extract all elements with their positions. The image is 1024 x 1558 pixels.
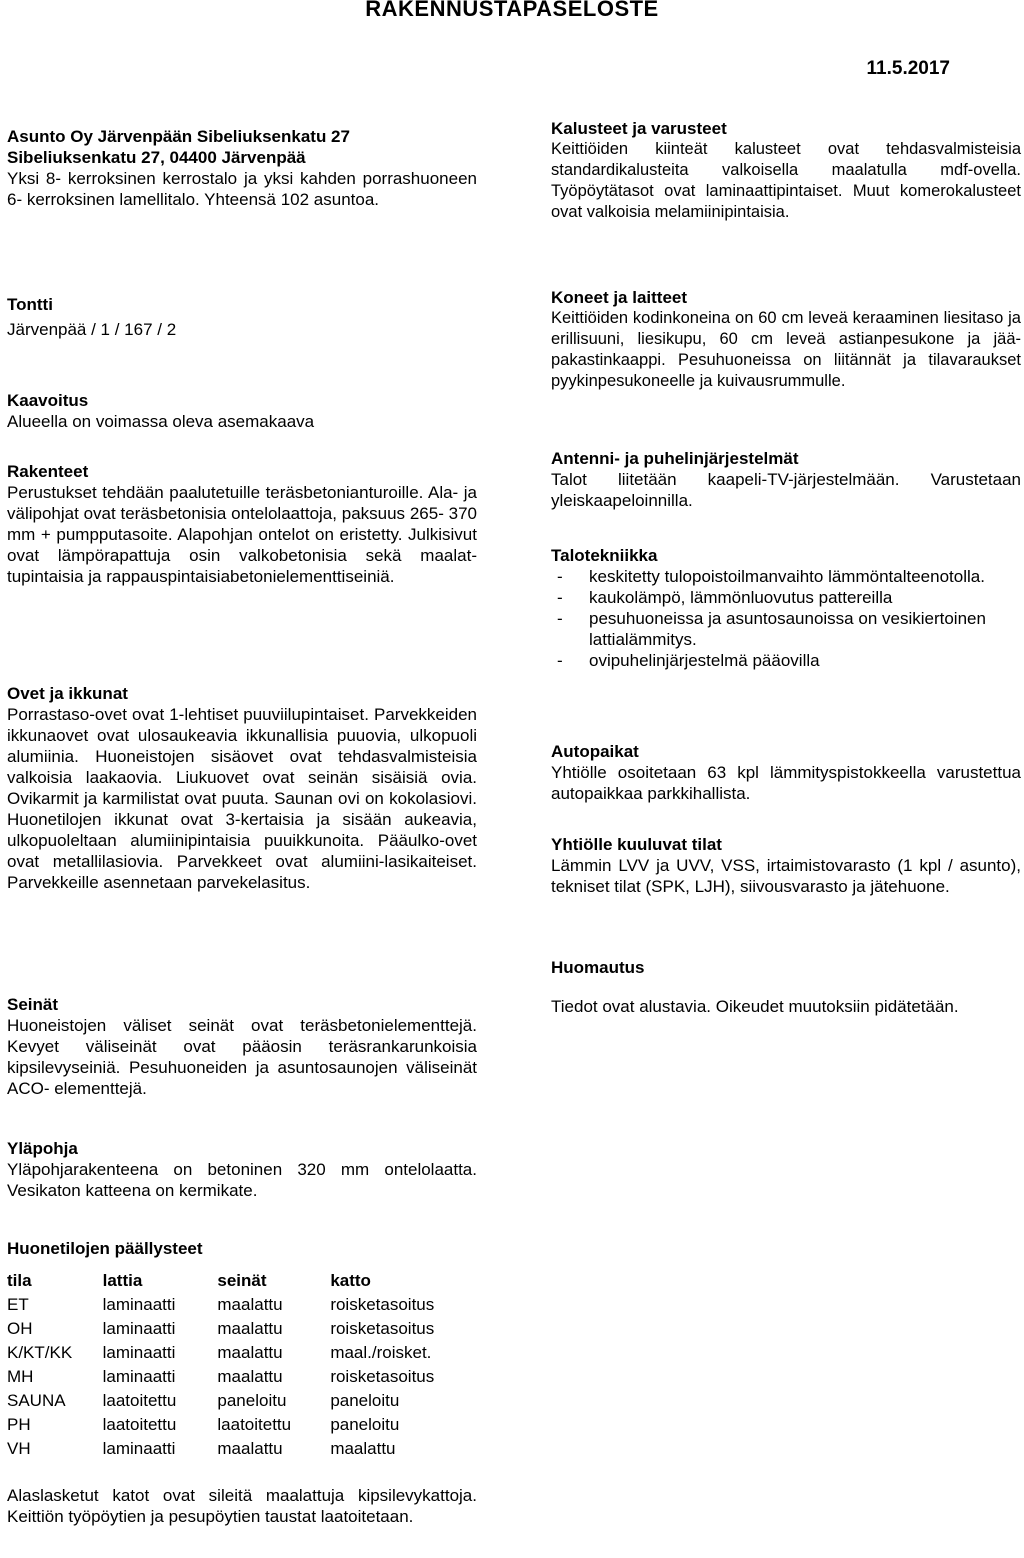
section-text: Alueella on voimassa oleva asemakaava	[7, 412, 315, 431]
table-cell: OH	[7, 1319, 33, 1338]
section-heading: Kalusteet ja varusteet	[551, 119, 727, 138]
column-header: seinät	[217, 1271, 267, 1290]
table-cell: paneloitu	[330, 1391, 400, 1410]
koneet-section	[551, 287, 1021, 392]
section-heading: Tontti	[7, 295, 53, 314]
table-header-row	[7, 1269, 477, 1293]
finishes-table	[7, 1269, 477, 1461]
table-row	[7, 1437, 477, 1461]
section-heading: Seinät	[7, 995, 59, 1014]
table-row	[7, 1365, 477, 1389]
section-text: Järvenpää / 1 / 167 / 2	[7, 320, 177, 339]
column-header: tila	[7, 1271, 32, 1290]
column-header: katto	[330, 1271, 371, 1290]
table-cell: maalattu	[330, 1439, 396, 1458]
table-cell: maalattu	[217, 1295, 283, 1314]
antenni-section	[551, 448, 1021, 511]
section-text: Yläpohjarakenteena on betoninen 320 mm ontelolaatta. Vesikaton katteena on kermikate.	[7, 1160, 477, 1200]
table-cell: maalattu	[217, 1319, 283, 1338]
tilat-section	[551, 834, 1021, 897]
section-text: Huoneistojen väliset seinät ovat teräsbetonielementtejä. Kevyet väliseinät ovat pääosin teräsrankarunkoisia kipsilevyseiniä. Pesuhuoneiden ja asuntosaunojen väliseinät ACO- elementtejä.	[7, 1016, 477, 1098]
finishes-note: Alaslasketut katot ovat sileitä maalattuja kipsilevykattoja. Keittiön työpöytien ja pesupöytien taustat laatoitetaan.	[7, 1486, 477, 1526]
list-item: - ovipuhelinjärjestelmä pääovilla	[551, 650, 1021, 671]
section-text: Lämmin LVV ja UVV, VSS, irtaimistovarasto (1 kpl / asunto), tekniset tilat (SPK, LJH), siivousvarasto ja jätehuone.	[551, 856, 1021, 896]
section-text: Keittiöiden kodinkoneina on 60 cm leveä keraaminen liesitaso ja erillisuuni, liesikupu, 60 cm leveä astianpesukone ja jää-pakastinkaappi. Pesuhuoneissa on liitännät ja tilavaraukset pyykinpesukoneelle ja kuivausrummulle.	[551, 309, 1021, 390]
company-address: Sibeliuksenkatu 27, 04400 Järvenpää	[7, 148, 306, 167]
section-heading: Yläpohja	[7, 1139, 78, 1158]
table-cell: VH	[7, 1439, 31, 1458]
section-heading: Autopaikat	[551, 742, 639, 761]
autopaikat-section	[551, 741, 1021, 804]
table-cell: laminaatti	[102, 1439, 176, 1458]
kaavoitus-section	[7, 390, 477, 432]
table-row	[7, 1413, 477, 1437]
seinat-section	[7, 994, 477, 1099]
document-title: RAKENNUSTAPASELOSTE	[365, 0, 659, 21]
table-cell: roisketasoitus	[330, 1319, 435, 1338]
table-cell: laminaatti	[102, 1295, 176, 1314]
table-cell: ET	[7, 1295, 29, 1314]
section-heading: Ovet ja ikkunat	[7, 684, 128, 703]
table-cell: laminaatti	[102, 1367, 176, 1386]
section-text: Porrastaso-ovet ovat 1-lehtiset puuviilupintaiset. Parvekkeiden ikkunaovet ovat ulosaukeavia ikkunallisia puuovia, ulkopuoli alumiinia. Huoneistojen sisäovet ovat tehdasvalmisteisia valkoisia laakaovia. Liukuovet ovat seinän sisäisiä ovia. Ovikarmit ja karmilistat ovat puuta. Saunan ovi on kokolasiovi. Huonetilojen ikkunat ovat 3-kertaisia ja sisään aukeavia, ulkopuoleltaan alumiinipintaisia puuikkunoita. Pääulko-ovet ovat metallilasiovia. Parvekkeet ovat alumiini-lasikaiteiset. Parvekkeille asennetaan parvekelasitus.	[7, 705, 477, 892]
table-cell: laatoitettu	[102, 1415, 177, 1434]
table-cell: laminaatti	[102, 1319, 176, 1338]
talotekniikka-section	[551, 545, 1021, 671]
column-header: lattia	[102, 1271, 143, 1290]
table-cell: maalattu	[217, 1439, 283, 1458]
section-heading: Antenni- ja puhelinjärjestelmät	[551, 449, 799, 468]
table-cell: paneloitu	[330, 1415, 400, 1434]
table-cell: maalattu	[217, 1343, 283, 1362]
section-text: Keittiöiden kiinteät kalusteet ovat tehdasvalmisteisia standardikalusteita valkoisella maalatulla mdf-ovella. Työpöytätasot ovat laminaattipintaiset. Muut komerokalusteet ovat valkoisia melamiinipintaisia.	[551, 140, 1021, 221]
company-name: Asunto Oy Järvenpään Sibeliuksenkatu 27	[7, 127, 350, 146]
section-heading: Huonetilojen päällysteet	[7, 1239, 203, 1258]
list-item: - pesuhuoneissa ja asuntosaunoissa on vesikiertoinen lattialämmitys.	[551, 608, 1021, 650]
table-cell: MH	[7, 1367, 34, 1386]
list-item: - keskitetty tulopoistoilmanvaihto lämmöntalteenotolla.	[551, 566, 1021, 587]
document-date: 11.5.2017	[866, 58, 950, 79]
table-cell: PH	[7, 1415, 31, 1434]
table-cell: maalattu	[217, 1367, 283, 1386]
tontti-section	[7, 294, 477, 340]
table-cell: maal./roisket.	[330, 1343, 432, 1362]
table-row	[7, 1389, 477, 1413]
table-row	[7, 1341, 477, 1365]
list-item: - kaukolämpö, lämmönluovutus pattereilla	[551, 587, 1021, 608]
table-cell: roisketasoitus	[330, 1295, 435, 1314]
company-section	[7, 126, 477, 210]
table-cell: SAUNA	[7, 1391, 66, 1410]
table-cell: K/KT/KK	[7, 1343, 73, 1362]
table-cell: laatoitettu	[102, 1391, 177, 1410]
section-heading: Huomautus	[551, 958, 645, 977]
table-cell: laatoitettu	[217, 1415, 292, 1434]
section-text: Perustukset tehdään paalutetuille teräsbetonianturoille. Ala- ja välipohjat ovat teräsbetonisia ontelolaattoja, paksuus 265- 370 mm + pumpputasoite. Alapohjan ontelot on eristetty. Julkisivut ovat lämpörapattuja osin valkobetonisia sekä maalattupintaisia ja rappauspintaisiabetonielementtiseiniä.	[7, 483, 477, 586]
company-description: Yksi 8- kerroksinen kerrostalo ja yksi kahden porrashuoneen 6- kerroksinen lamellitalo. Yhteensä 102 asuntoa.	[7, 169, 477, 209]
table-row	[7, 1293, 477, 1317]
paallysteet-section	[7, 1238, 477, 1527]
section-text: Talot liitetään kaapeli-TV-järjestelmään. Varustetaan yleiskaapeloinnilla.	[551, 470, 1021, 510]
section-heading: Kaavoitus	[7, 391, 89, 410]
section-heading: Talotekniikka	[551, 546, 658, 565]
section-text: Tiedot ovat alustavia. Oikeudet muutoksiin pidätetään.	[551, 997, 959, 1016]
rakenteet-section	[7, 461, 477, 587]
section-text: Yhtiölle osoitetaan 63 kpl lämmityspistokkeella varustettua autopaikkaa parkkihallista.	[551, 763, 1021, 803]
kalusteet-section	[551, 118, 1021, 223]
table-row	[7, 1317, 477, 1341]
table-cell: laminaatti	[102, 1343, 176, 1362]
ovet-section	[7, 683, 477, 893]
section-heading: Koneet ja laitteet	[551, 288, 688, 307]
section-heading: Rakenteet	[7, 462, 89, 481]
talotekniikka-list	[551, 566, 1021, 671]
section-heading: Yhtiölle kuuluvat tilat	[551, 835, 722, 854]
huomautus-section	[551, 957, 1021, 1017]
table-cell: paneloitu	[217, 1391, 287, 1410]
table-cell: roisketasoitus	[330, 1367, 435, 1386]
ylapohja-section	[7, 1138, 477, 1201]
